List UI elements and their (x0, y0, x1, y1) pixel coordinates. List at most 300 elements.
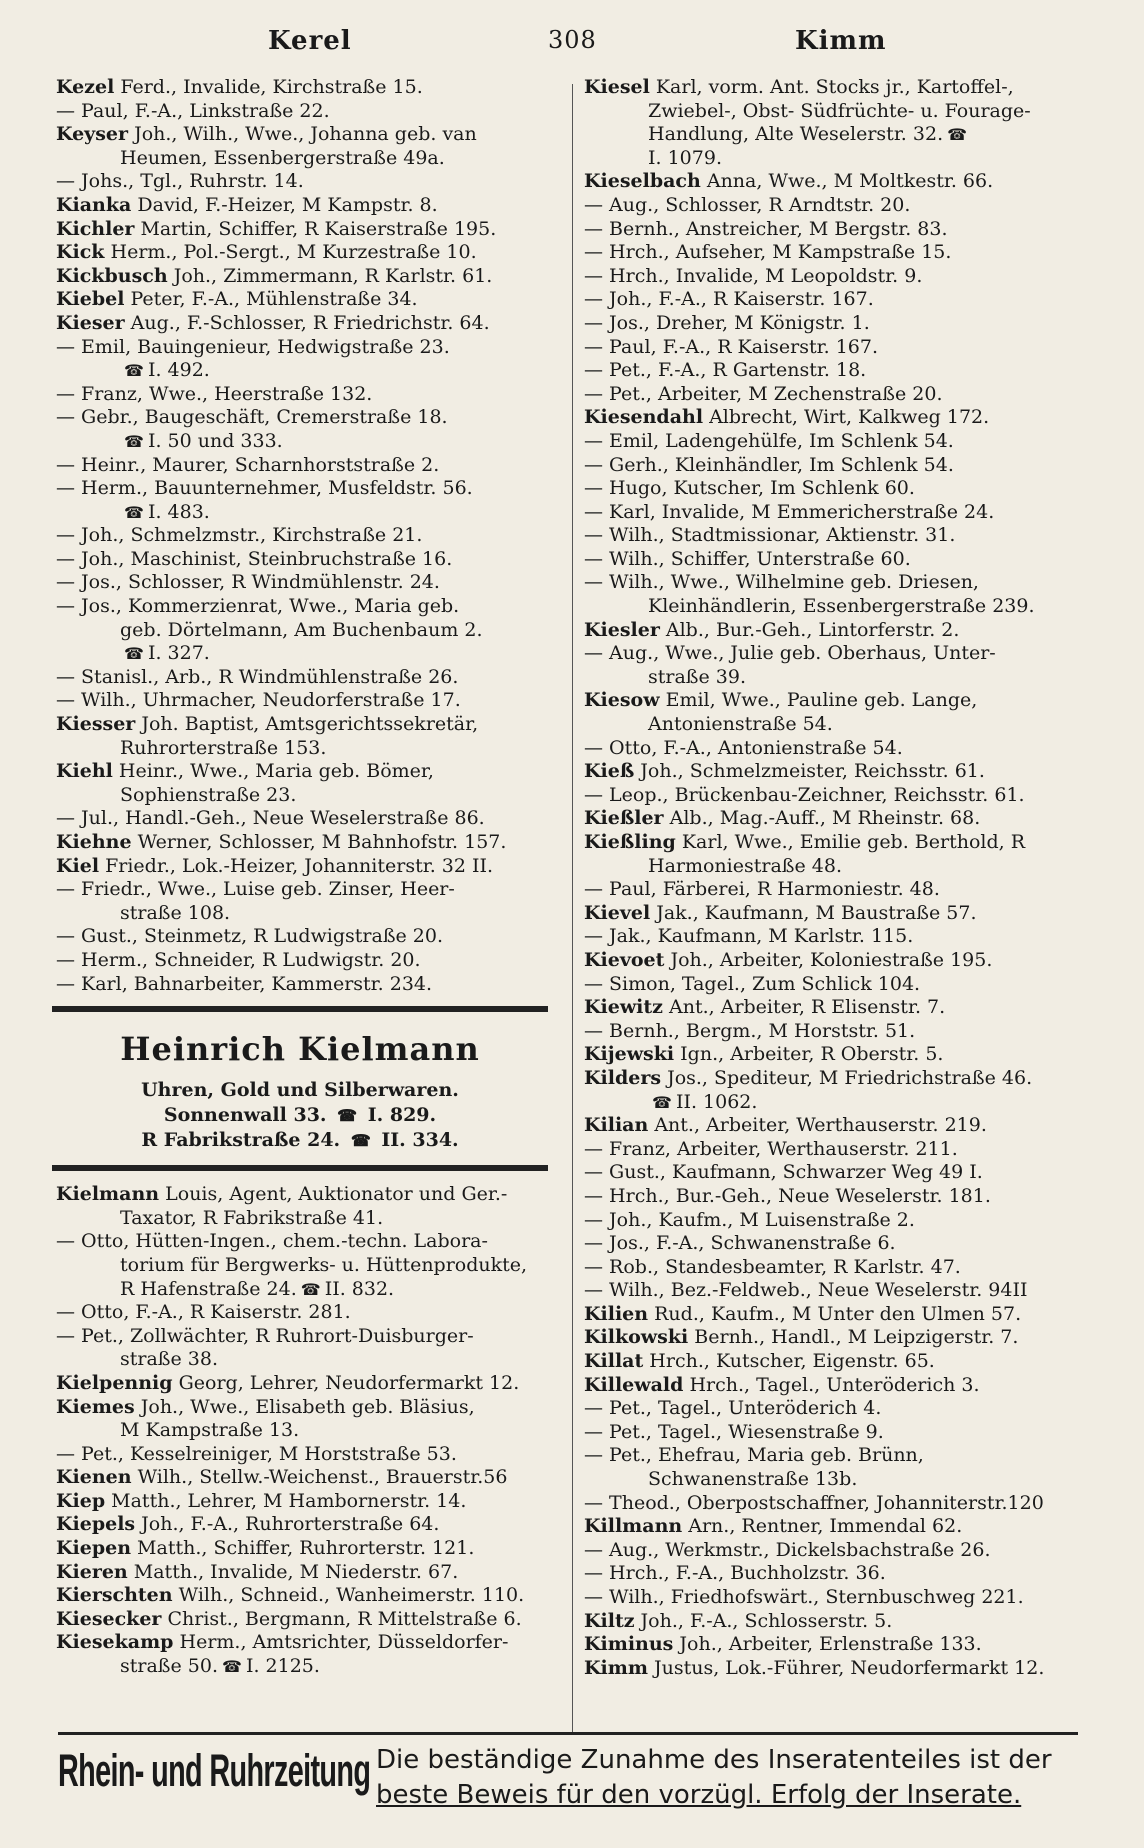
directory-entry (584, 1161, 1084, 1185)
entry-text: Albrecht, Wirt, Kalkweg 172. (703, 406, 990, 429)
entry-text: — Pet., Zollwächter, R Ruhrort-Duisburger- (56, 1324, 474, 1347)
surname: Kiepen (56, 1537, 132, 1560)
directory-entry (56, 807, 554, 831)
surname: Keyser (56, 123, 129, 146)
surname: Kilders (584, 1066, 662, 1089)
entry-text: — Pet., Ehefrau, Maria geb. Brünn, (584, 1444, 924, 1467)
directory-entry (584, 949, 1084, 973)
directory-entry (56, 288, 554, 312)
entry-text: — Joh., Maschinist, Steinbruchstraße 16. (56, 547, 453, 570)
entry-line (584, 973, 1084, 997)
entry-line (56, 1608, 554, 1632)
surname: Kieser (56, 311, 125, 334)
phone-number: I. 50 und 333. (147, 429, 283, 452)
page-number: 308 (548, 26, 597, 54)
entry-text: Friedr., Lok.-Heizer, Johanniterstr. 32 II. (99, 854, 494, 877)
directory-entry (56, 1396, 554, 1443)
entry-continuation (584, 1468, 1084, 1492)
directory-entry (56, 218, 554, 242)
directory-entry (584, 265, 1084, 289)
entry-text: Sophienstraße 23. (120, 783, 297, 806)
entry-text: — Wilh., Wwe., Wilhelmine geb. Driesen, (584, 571, 979, 594)
entry-text: — Jos., Dreher, M Königstr. 1. (584, 311, 870, 334)
directory-entry (56, 454, 554, 478)
ad-slogan-line-2: beste Beweis für den vorzügl. Erfolg der Inserate. (376, 1780, 1022, 1810)
entry-text: Anna, Wwe., M Moltkestr. 66. (700, 170, 994, 193)
telephone-icon: ☎ (947, 125, 968, 145)
entry-continuation (56, 1278, 554, 1302)
entry-line (56, 925, 554, 949)
surname: Kielpennig (56, 1371, 173, 1394)
entry-continuation (584, 595, 1084, 619)
surname: Kick (56, 241, 105, 264)
entry-text: — Wilh., Friedhofswärt., Sternbuschweg 221. (584, 1586, 1024, 1608)
entry-line (584, 170, 1084, 194)
entry-text: Heumen, Essenbergerstraße 49a. (120, 146, 445, 169)
ad-address-2 (52, 1128, 548, 1153)
surname: Kiewitz (584, 996, 663, 1019)
entry-text: Heinr., Wwe., Maria geb. Bömer, (112, 760, 434, 783)
entry-line (56, 170, 554, 194)
entry-line (584, 1444, 1084, 1468)
directory-entry (56, 1561, 554, 1585)
entry-line (584, 1303, 1084, 1327)
entry-line (584, 1114, 1084, 1138)
entry-text: — Otto, Hütten-Ingen., chem.-techn. Labora- (56, 1230, 488, 1253)
entry-text: Joh., Wilh., Wwe., Johanna geb. van (128, 123, 477, 146)
entry-text: — Wilh., Schiffer, Unterstraße 60. (584, 547, 911, 570)
directory-entry (56, 666, 554, 690)
directory-entry (584, 1586, 1084, 1610)
entry-text: Joh., Arbeiter, Koloniestraße 195. (664, 948, 993, 971)
entry-text: — Aug., Werkmstr., Dickelsbachstraße 26. (584, 1538, 991, 1561)
entry-line (584, 477, 1084, 501)
directory-entry (584, 996, 1084, 1020)
entry-line (584, 760, 1084, 784)
surname: Kiemes (56, 1395, 135, 1418)
entry-text: straße 108. (120, 901, 231, 924)
directory-entry (56, 548, 554, 572)
entry-text: — Jos., Kommerzienrat, Wwe., Maria geb. (56, 595, 460, 618)
directory-entry (56, 1443, 554, 1467)
surname: Kießling (584, 831, 676, 853)
entry-line (584, 831, 1084, 855)
entry-text: — Emil, Bauingenieur, Hedwigstraße 23. (56, 335, 450, 358)
entry-line (584, 454, 1084, 478)
directory-entry (584, 1657, 1084, 1681)
directory-entry (584, 1043, 1084, 1067)
entry-text: — Stanisl., Arb., R Windmühlenstraße 26. (56, 665, 459, 688)
directory-entry (56, 1466, 554, 1490)
entry-line (584, 619, 1084, 643)
entry-continuation (584, 123, 1084, 147)
entry-text: — Aug., Wwe., Julie geb. Oberhaus, Unter- (584, 642, 996, 665)
entry-text: — Pet., Tagel., Wiesenstraße 9. (584, 1420, 884, 1443)
entry-text: Ferd., Invalide, Kirchstraße 15. (114, 76, 423, 98)
surname: Kilian (584, 1114, 649, 1137)
entry-line (584, 1067, 1084, 1091)
entry-line (56, 595, 554, 619)
directory-entry (56, 878, 554, 925)
directory-entry (584, 1374, 1084, 1398)
directory-entry (56, 383, 554, 407)
directory-entry (584, 737, 1084, 761)
entry-text: Louis, Agent, Auktionator und Ger.- (159, 1183, 508, 1206)
directory-entry (584, 689, 1084, 736)
entry-text: — Heinr., Maurer, Scharnhorststraße 2. (56, 453, 440, 476)
entry-text: Aug., F.-Schlosser, R Friedrichstr. 64. (124, 311, 490, 334)
surname: Kichler (56, 217, 135, 240)
directory-entry (584, 760, 1084, 784)
surname: Kievel (584, 901, 651, 924)
entry-line (56, 336, 554, 360)
directory-entry (584, 619, 1084, 643)
entry-line (584, 501, 1084, 525)
entry-text: — Wilh., Stadtmissionar, Aktienstr. 31. (584, 524, 956, 547)
entry-text: — Pet., Kesselreiniger, M Horststraße 53. (56, 1442, 457, 1465)
entry-line (584, 902, 1084, 926)
entry-line (584, 76, 1084, 100)
entry-line (56, 454, 554, 478)
phone-number: I. 483. (147, 500, 210, 523)
directory-entry (584, 548, 1084, 572)
entry-continuation (56, 1207, 554, 1231)
entry-line (584, 1326, 1084, 1350)
directory-entry (584, 1067, 1084, 1114)
directory-entry (56, 312, 554, 336)
directory-entry (584, 1350, 1084, 1374)
directory-entry (56, 689, 554, 713)
entry-text: Martin, Schiffer, R Kaiserstraße 195. (134, 217, 497, 240)
entry-line (56, 878, 554, 902)
directory-entry (584, 1421, 1084, 1445)
entry-text: Wilh., Stellw.-Weichenst., Brauerstr.56 (131, 1466, 508, 1489)
surname: Kieren (56, 1560, 128, 1583)
entry-text: — Friedr., Wwe., Luise geb. Zinser, Heer- (56, 878, 455, 901)
entry-line (584, 218, 1084, 242)
surname: Kimm (584, 1656, 648, 1679)
entry-text: David, F.-Heizer, M Kampstr. 8. (131, 193, 438, 216)
entry-line (584, 194, 1084, 218)
phone-number: I. 492. (147, 359, 210, 382)
entry-text: Herm., Pol.-Sergt., M Kurzestraße 10. (104, 241, 477, 264)
telephone-icon: ☎ (222, 1657, 242, 1677)
entry-continuation (56, 1655, 554, 1679)
directory-entry (56, 336, 554, 383)
entry-text: Georg, Lehrer, Neudorfermarkt 12. (172, 1371, 520, 1394)
directory-entry (584, 831, 1084, 878)
directory-entry (56, 1325, 554, 1372)
telephone-icon: ☎ (350, 1131, 371, 1151)
entry-line (56, 760, 554, 784)
entry-text: — Franz, Arbeiter, Werthauserstr. 211. (584, 1137, 958, 1160)
ad-slogan-line-1: Die beständige Zunahme des Inseratenteiles ist der (376, 1745, 1052, 1775)
surname: Kiel (56, 854, 100, 877)
directory-entry (584, 1114, 1084, 1138)
entry-line (56, 194, 554, 218)
directory-entry (56, 831, 554, 855)
entry-continuation (584, 100, 1084, 124)
surname: Killmann (584, 1515, 683, 1538)
directory-entry (56, 524, 554, 548)
entry-text: Joh., Arbeiter, Erlenstraße 133. (673, 1633, 982, 1656)
entry-line (56, 312, 554, 336)
entry-text: — Wilh., Bez.-Feldweb., Neue Weselerstr. 94II (584, 1279, 1028, 1302)
entry-text: Jak., Kaufmann, M Baustraße 57. (650, 901, 977, 924)
entry-continuation (584, 1091, 1084, 1115)
entry-text: straße 39. (648, 665, 746, 688)
entry-line (56, 1513, 554, 1537)
entry-text: straße 50. (120, 1655, 218, 1678)
directory-entry (56, 241, 554, 265)
entry-line (584, 737, 1084, 761)
directory-entry (56, 1372, 554, 1396)
directory-entry (56, 855, 554, 879)
entry-text: Justus, Lok.-Führer, Neudorfermarkt 12. (647, 1656, 1045, 1679)
directory-entry (584, 454, 1084, 478)
entry-line (584, 807, 1084, 831)
directory-entry (584, 383, 1084, 407)
directory-entry (584, 925, 1084, 949)
entry-text: — Paul, F.-A., Linkstraße 22. (56, 99, 330, 122)
directory-entry (56, 973, 554, 997)
entry-line (584, 430, 1084, 454)
entry-text: — Leop., Brückenbau-Zeichner, Reichsstr. 61. (584, 783, 1025, 806)
surname: Kiltz (584, 1609, 635, 1632)
entry-text: Peter, F.-A., Mühlenstraße 34. (124, 288, 418, 311)
directory-entry (584, 1492, 1084, 1516)
entry-line (584, 1610, 1084, 1634)
phone-number: I. 2125. (245, 1655, 320, 1678)
entry-text: R Hafenstraße 24. (120, 1277, 297, 1300)
entry-text: — Jul., Handl.-Geh., Neue Weselerstraße 86. (56, 807, 485, 830)
entry-line (56, 1372, 554, 1396)
entry-line (584, 949, 1084, 973)
entry-line (56, 1466, 554, 1490)
surname: Kiesel (584, 76, 650, 98)
directory-entry (56, 1490, 554, 1514)
entry-line (56, 76, 554, 100)
directory-entry (584, 218, 1084, 242)
directory-entry (56, 194, 554, 218)
newspaper-ad-banner (58, 1732, 1078, 1831)
surname: Kieselbach (584, 170, 701, 193)
entry-line (584, 1138, 1084, 1162)
entry-continuation (56, 902, 554, 926)
phone-number: II. 1062. (675, 1090, 758, 1113)
entry-text: — Theod., Oberpostschaffner, Johanniterstr.120 (584, 1491, 1044, 1514)
entry-text: — Otto, F.-A., Antonienstraße 54. (584, 736, 903, 759)
entry-line (584, 1232, 1084, 1256)
entry-text: — Jos., F.-A., Schwanenstraße 6. (584, 1232, 896, 1255)
entry-line (56, 1631, 554, 1655)
directory-entry (584, 194, 1084, 218)
surname: Kiesekamp (56, 1631, 174, 1654)
entry-line (584, 1209, 1084, 1233)
entry-text: — Joh., F.-A., R Kaiserstr. 167. (584, 288, 874, 311)
entry-continuation (56, 430, 554, 454)
entry-text: — Gust., Kaufmann, Schwarzer Weg 49 I. (584, 1161, 983, 1184)
entry-continuation (56, 1419, 554, 1443)
entry-text: Herm., Amtsrichter, Düsseldorfer- (173, 1631, 509, 1654)
directory-entry (584, 477, 1084, 501)
phone-number: I. 327. (147, 642, 210, 665)
directory-entry (584, 902, 1084, 926)
directory-entry (56, 76, 554, 100)
entry-text: — Karl, Invalide, M Emmericherstraße 24. (584, 500, 995, 523)
left-column (56, 76, 554, 1679)
directory-entry (56, 760, 554, 807)
entry-text: — Hugo, Kutscher, Im Schlenk 60. (584, 477, 915, 500)
telephone-icon: ☎ (337, 1106, 358, 1126)
directory-entry (584, 524, 1084, 548)
directory-entry (584, 430, 1084, 454)
entry-line (56, 949, 554, 973)
directory-entry (56, 1608, 554, 1632)
entry-line (584, 925, 1084, 949)
entry-text: Joh. Baptist, Amtsgerichtssekretär, (135, 713, 479, 736)
directory-entry (584, 1279, 1084, 1303)
directory-entry (584, 1232, 1084, 1256)
directory-entry (584, 288, 1084, 312)
entry-continuation (56, 737, 554, 761)
entry-text: Zwiebel-, Obst- Südfrüchte- u. Fourage- (648, 99, 1031, 122)
surname: Kiehl (56, 760, 113, 783)
entry-text: Joh., Zimmermann, R Karlstr. 61. (167, 264, 493, 287)
entry-line (584, 642, 1084, 666)
entry-text: Joh., F.-A., Ruhrorterstraße 64. (135, 1513, 440, 1536)
entry-line (584, 1161, 1084, 1185)
entry-line (584, 784, 1084, 808)
entry-line (584, 1586, 1084, 1610)
entry-line (584, 336, 1084, 360)
directory-entry (56, 1537, 554, 1561)
surname: Kiesow (584, 689, 660, 712)
entry-text: Karl, vorm. Ant. Stocks jr., Kartoffel-, (649, 76, 1014, 98)
directory-entry (56, 123, 554, 170)
entry-line (56, 831, 554, 855)
entry-text: Joh., Wwe., Elisabeth geb. Bläsius, (134, 1395, 475, 1418)
entry-continuation (584, 147, 1084, 171)
entry-text: Handlung, Alte Weselerstr. 32. (648, 123, 944, 146)
newspaper-brand: Rhein- und Ruhrzeitung (58, 1745, 371, 1796)
entry-text: geb. Dörtelmann, Am Buchenbaum 2. (120, 618, 483, 641)
entry-line (584, 1043, 1084, 1067)
left-entries-top (56, 76, 554, 996)
directory-entry (584, 784, 1084, 808)
entry-text: — Gerh., Kleinhändler, Im Schlenk 54. (584, 453, 954, 476)
surname: Kiebel (56, 288, 125, 311)
entry-text: — Johs., Tgl., Ruhrstr. 14. (56, 170, 304, 193)
directory-entry (56, 265, 554, 289)
phone-number: II. 832. (324, 1277, 395, 1300)
entry-line (584, 1350, 1084, 1374)
entry-text: I. 1079. (648, 146, 722, 169)
directory-entry (584, 807, 1084, 831)
entry-continuation (56, 501, 554, 525)
entry-text: — Wilh., Uhrmacher, Neudorferstraße 17. (56, 689, 461, 712)
surname: Kilien (584, 1302, 649, 1325)
directory-entry (584, 571, 1084, 618)
entry-text: — Simon, Tagel., Zum Schlick 104. (584, 972, 921, 995)
entry-line (584, 1562, 1084, 1586)
entry-text: Ant., Arbeiter, R Elisenstr. 7. (662, 996, 946, 1019)
directory-entry (56, 406, 554, 453)
entry-text: — Gust., Steinmetz, R Ludwigstraße 20. (56, 925, 444, 948)
surname: Kezel (56, 76, 115, 98)
entry-line (56, 973, 554, 997)
ad-phone-1: I. 829. (367, 1104, 437, 1127)
entry-line (584, 1397, 1084, 1421)
directory-entry (56, 1513, 554, 1537)
entry-line (584, 359, 1084, 383)
entry-line (584, 1657, 1084, 1681)
entry-line (584, 383, 1084, 407)
entry-line (584, 548, 1084, 572)
directory-entry (56, 949, 554, 973)
directory-entry (584, 1444, 1084, 1491)
entry-line (56, 571, 554, 595)
directory-entry (584, 1020, 1084, 1044)
ad-business-name: Heinrich Kielmann (120, 1030, 480, 1069)
ad-phone-2: II. 334. (381, 1129, 459, 1152)
directory-entry (584, 1539, 1084, 1563)
surname: Kievoet (584, 948, 665, 971)
entry-text: — Herm., Bauunternehmer, Musfeldstr. 56. (56, 477, 473, 500)
entry-line (56, 666, 554, 690)
entry-text: Emil, Wwe., Pauline geb. Lange, (659, 689, 978, 712)
ad-goods: Uhren, Gold und Silberwaren. (141, 1079, 459, 1102)
surname: Kienen (56, 1466, 132, 1489)
directory-entry (584, 76, 1084, 170)
entry-line (56, 1325, 554, 1349)
entry-line (584, 288, 1084, 312)
surname: Kickbusch (56, 264, 168, 287)
entry-line (584, 1279, 1084, 1303)
surname: Kianka (56, 193, 132, 216)
entry-text: torium für Bergwerks- u. Hüttenprodukte, (120, 1253, 528, 1276)
surname: Kierschten (56, 1584, 173, 1607)
directory-entry (584, 241, 1084, 265)
surname: Killat (584, 1350, 644, 1373)
telephone-icon: ☎ (124, 361, 144, 381)
entry-line (56, 123, 554, 147)
entry-line (56, 807, 554, 831)
telephone-icon: ☎ (300, 1279, 321, 1299)
entry-line (584, 996, 1084, 1020)
entry-continuation (56, 1254, 554, 1278)
entry-text: — Joh., Schmelzmstr., Kirchstraße 21. (56, 524, 423, 547)
telephone-icon: ☎ (652, 1092, 672, 1112)
entry-line (56, 713, 554, 737)
entry-line (56, 1230, 554, 1254)
entry-line (56, 241, 554, 265)
telephone-icon: ☎ (124, 431, 144, 451)
entry-text: — Pet., Tagel., Unteröderich 4. (584, 1397, 882, 1420)
entry-text: — Hrch., F.-A., Buchholzstr. 36. (584, 1562, 886, 1585)
entry-text: Karl, Wwe., Emilie geb. Berthold, R (675, 831, 1026, 853)
entry-line (56, 265, 554, 289)
entry-text: Antonienstraße 54. (648, 713, 833, 736)
entry-line (584, 265, 1084, 289)
entry-text: Christ., Bergmann, R Mittelstraße 6. (161, 1607, 522, 1630)
directory-entry (584, 973, 1084, 997)
directory-entry (56, 1301, 554, 1325)
directory-entry (584, 406, 1084, 430)
directory-entry (56, 1584, 554, 1608)
entry-text: — Paul, F.-A., R Kaiserstr. 167. (584, 335, 878, 358)
directory-entry (584, 1633, 1084, 1657)
